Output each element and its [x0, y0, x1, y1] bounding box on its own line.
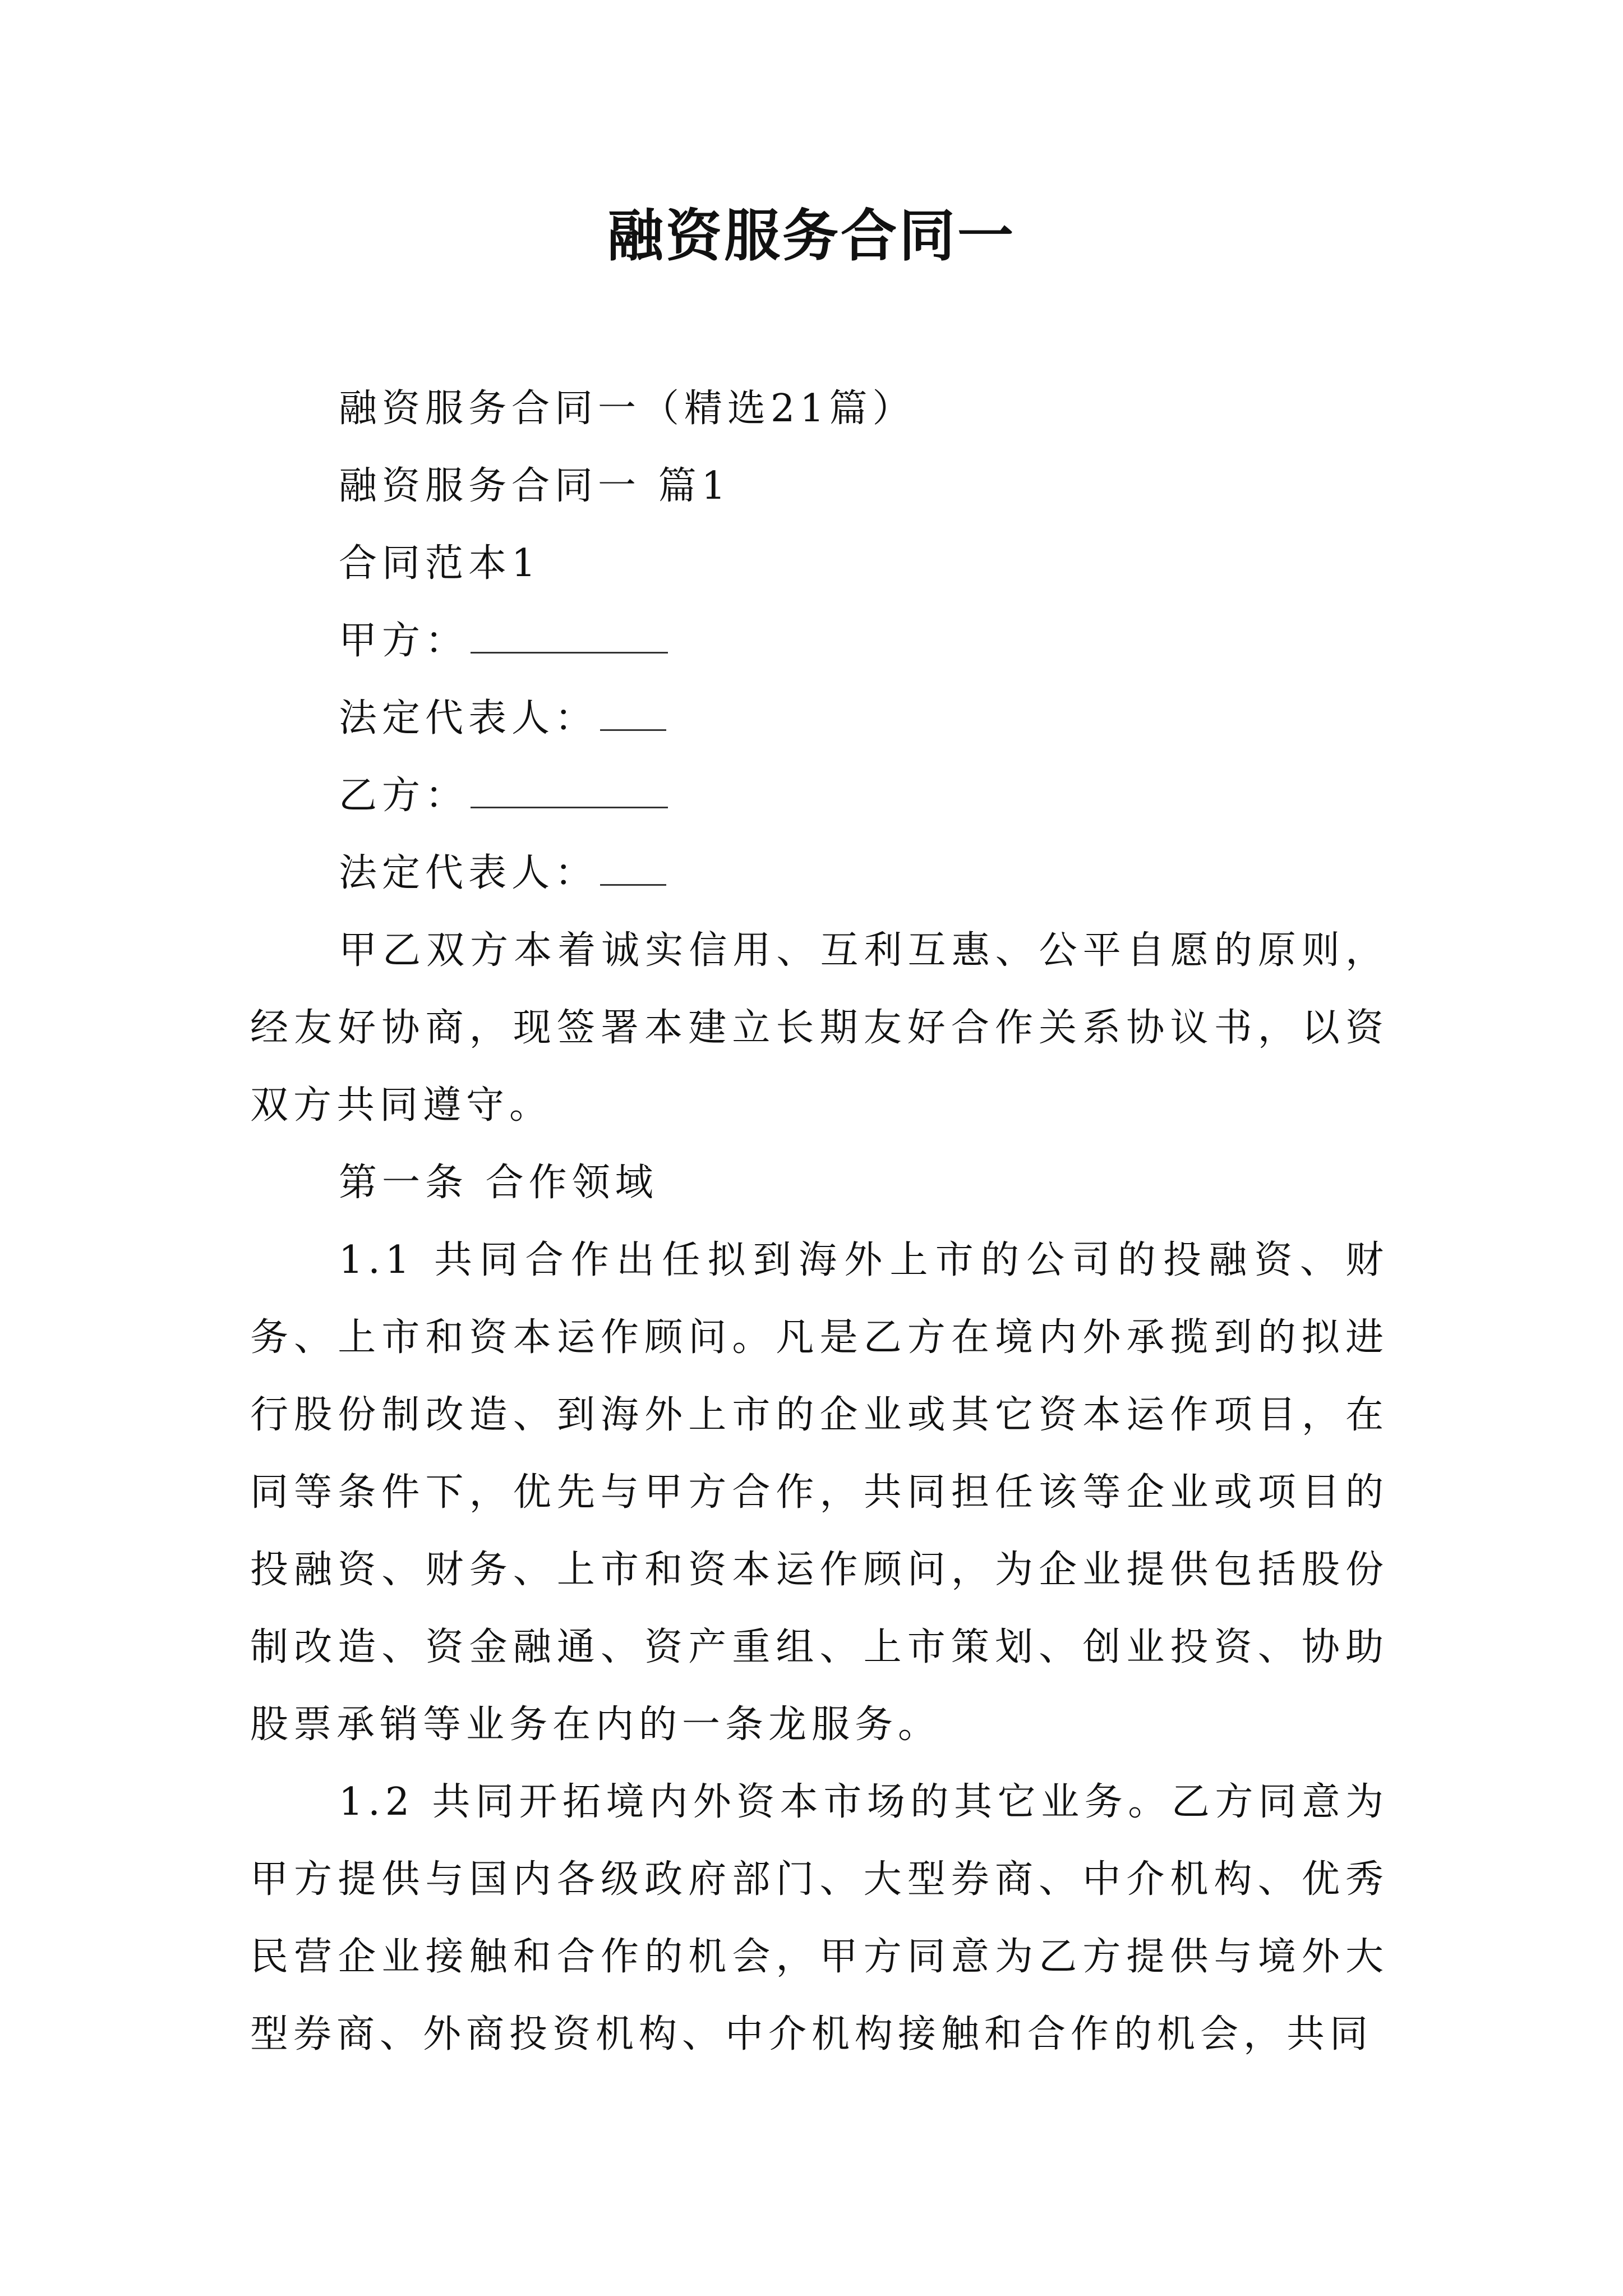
- party-b-label: 乙方：: [339, 774, 469, 818]
- party-a-rep-field: [250, 680, 1389, 757]
- party-b-rep-blank: [600, 852, 666, 886]
- party-b-field: [250, 757, 1389, 835]
- party-b-blank: [471, 774, 668, 808]
- party-a-rep-label: 法定代表人：: [339, 696, 598, 740]
- section-heading: 融资服务合同一 篇1: [339, 464, 731, 508]
- party-a-label: 甲方：: [339, 619, 469, 663]
- party-a-field: [250, 602, 1389, 680]
- document-body: [250, 370, 1389, 2073]
- document-title: 融资服务合同一: [607, 203, 1016, 269]
- article-1-heading: 第一条 合作领域: [339, 1161, 658, 1205]
- template-label: 合同范本1: [339, 541, 541, 586]
- document-subtitle: 融资服务合同一（精选21篇）: [339, 386, 916, 431]
- party-a-blank: [471, 619, 668, 654]
- clause-1-1: 1.1 共同合作出任拟到海外上市的公司的投融资、财务、上市和资本运作顾问。凡是乙方在境内外承揽到的拟进行股份制改造、到海外上市的企业或其它资本运作项目，在同等条件下，优先与甲方合作，共同担任该等企业或项目的投融资、财务、上市和资本运作顾问，为企业提供包括股份制改造、资金融通、资产重组、上市策划、创业投资、协助股票承销等业务在内的一条龙服务。: [250, 1238, 1389, 1747]
- party-a-rep-blank: [600, 697, 666, 731]
- clause-1-2: 1.2 共同开拓境内外资本市场的其它业务。乙方同意为甲方提供与国内各级政府部门、大型券商、中介机构、优秀民营企业接触和合作的机会，甲方同意为乙方提供与境外大型券商、外商投资机构、中介机构接触和合作的机会，共同: [250, 1780, 1389, 2056]
- intro-paragraph: 甲乙双方本着诚实信用、互利互惠、公平自愿的原则，经友好协商，现签署本建立长期友好合作关系协议书，以资双方共同遵守。: [250, 928, 1389, 1128]
- party-b-rep-field: [250, 835, 1389, 912]
- party-b-rep-label: 法定代表人：: [339, 851, 598, 895]
